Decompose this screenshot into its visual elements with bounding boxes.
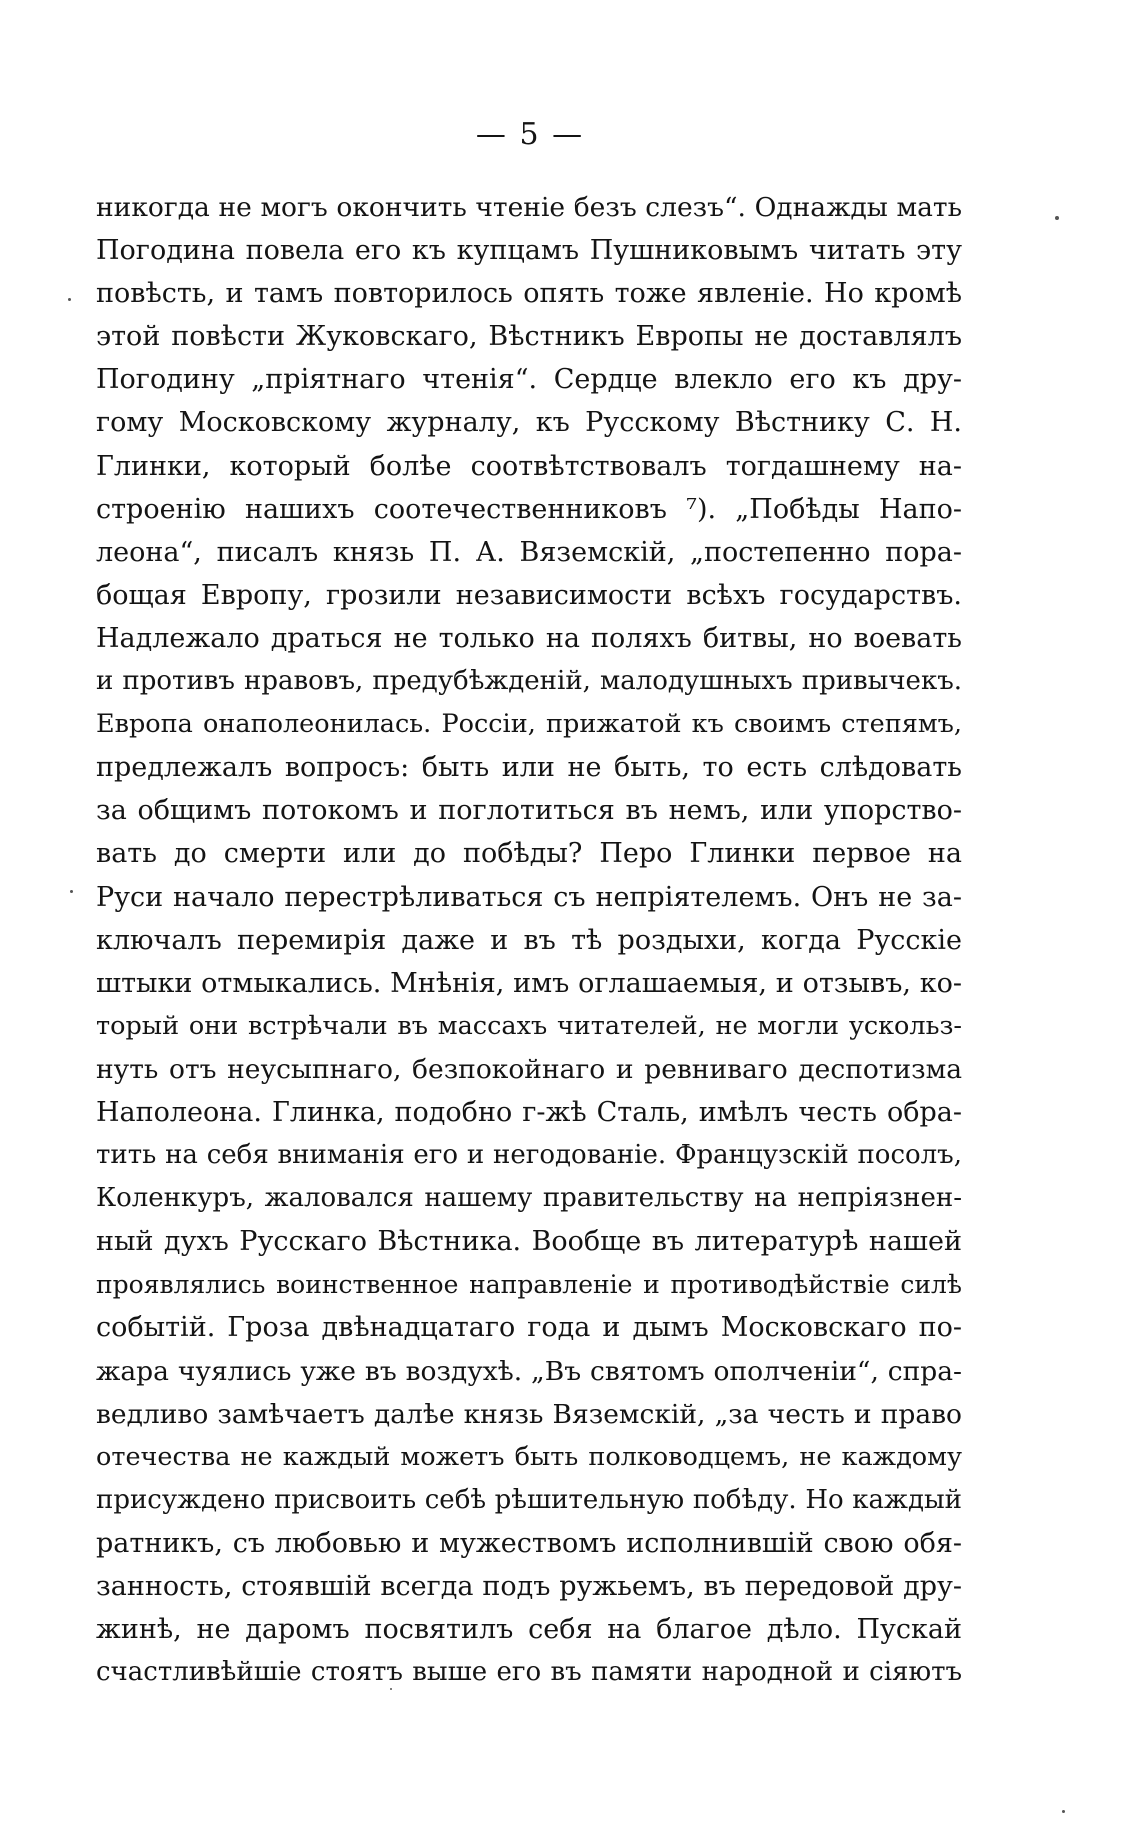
scan-speck: [1055, 216, 1059, 220]
text-line: Руси начало перестрѣливаться съ непріятелемъ. Онъ не за-: [96, 881, 962, 913]
text-line: Коленкуръ, жаловался нашему правительству на непріязнен-: [96, 1183, 962, 1214]
text-line: Наполеона. Глинка, подобно г-жѣ Сталь, имѣлъ честь обра-: [96, 1096, 962, 1128]
text-line: событій. Гроза двѣнадцатаго года и дымъ Московскаго по-: [96, 1312, 962, 1344]
text-line: занность, стоявшій всегда подъ ружьемъ, въ передовой дру-: [96, 1571, 962, 1602]
text-line: тить на себя вниманія его и негодованіе. Французскій посолъ,: [96, 1140, 962, 1171]
text-line: проявлялись воинственное направленіе и противодѣйствіе силѣ: [96, 1270, 962, 1300]
text-line: Погодину „пріятнаго чтенія“. Сердце влекло его къ дру-: [96, 364, 962, 396]
text-line: этой повѣсти Жуковскаго, Вѣстникъ Европы не доставлялъ: [96, 321, 962, 353]
text-line: и противъ нравовъ, предубѣжденій, малодушныхъ привычекъ.: [96, 666, 962, 697]
text-line: счастливѣйшіе стоятъ выше его въ памяти народной и сіяютъ: [96, 1657, 962, 1688]
body-text: [96, 186, 962, 1694]
text-line: Погодина повела его къ купцамъ Пушниковымъ читать эту: [96, 235, 962, 267]
text-line: Глинки, который болѣе соотвѣтствовалъ тогдашнему на-: [96, 450, 962, 482]
scan-speck: [68, 298, 71, 301]
text-line: торый они встрѣчали въ массахъ читателей, не могли ускольз-: [96, 1010, 962, 1041]
text-line: вать до смерти или до побѣды? Перо Глинки первое на: [96, 838, 962, 870]
text-line: ратникъ, съ любовью и мужествомъ исполнившій свою обя-: [96, 1527, 962, 1559]
text-line: Европа онаполеонилась. Россіи, прижатой къ своимъ степямъ,: [96, 709, 962, 740]
text-line: за общимъ потокомъ и поглотиться въ немъ, или упорство-: [96, 795, 962, 827]
text-line: жара чуялись уже въ воздухѣ. „Въ святомъ ополченіи“, спра-: [96, 1355, 962, 1387]
page-number: — 5 —: [475, 117, 585, 152]
text-line: Надлежало драться не только на поляхъ битвы, но воевать: [96, 622, 962, 654]
text-line: повѣсть, и тамъ повторилось опять тоже явленіе. Но кромѣ: [96, 278, 962, 310]
text-line: строенію нашихъ соотечественниковъ ⁷). „Побѣды Напо-: [96, 493, 962, 525]
scan-speck: [70, 890, 73, 893]
text-line: присуждено присвоить себѣ рѣшительную побѣду. Но каждый: [96, 1484, 962, 1515]
text-line: никогда не могъ окончить чтеніе безъ слезъ“. Однажды мать: [96, 192, 962, 223]
text-line: ведливо замѣчаетъ далѣе князь Вяземскій, „за честь и право: [96, 1398, 962, 1430]
text-line: нуть отъ неусыпнаго, безпокойнаго и ревниваго деспотизма: [96, 1053, 962, 1085]
text-line: ный духъ Русскаго Вѣстника. Вообще въ литературѣ нашей: [96, 1226, 962, 1258]
scan-speck: [1062, 1810, 1065, 1813]
text-line: предлежалъ вопросъ: быть или не быть, то есть слѣдовать: [96, 752, 962, 784]
text-line: жинѣ, не даромъ посвятилъ себя на благое дѣло. Пускай: [96, 1614, 962, 1646]
text-line: отечества не каждый можетъ быть полководцемъ, не каждому: [96, 1441, 962, 1472]
scan-speck: [390, 1688, 392, 1690]
text-line: гому Московскому журналу, къ Русскому Вѣстнику С. Н.: [96, 407, 962, 439]
text-line: штыки отмыкались. Мнѣнія, имъ оглашаемыя, и отзывъ, ко-: [96, 967, 962, 999]
text-line: леона“, писалъ князь П. А. Вяземскій, „постепенно пора-: [96, 536, 962, 568]
text-line: ключалъ перемирія даже и въ тѣ роздыхи, когда Русскіе: [96, 924, 962, 956]
text-line: бощая Европу, грозили независимости всѣхъ государствъ.: [96, 579, 962, 611]
